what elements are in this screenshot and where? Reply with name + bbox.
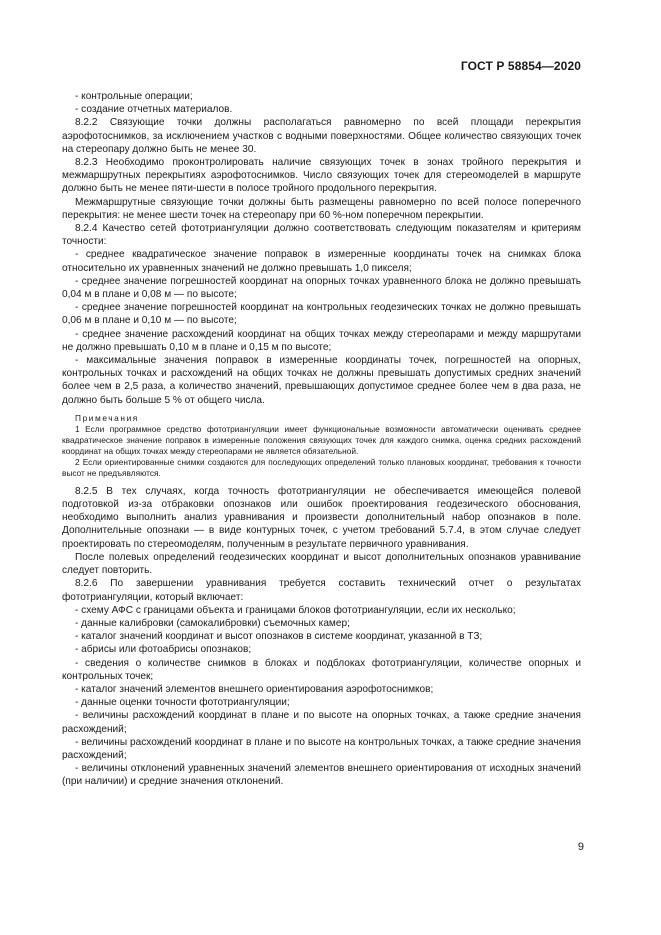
list-item: - максимальные значения поправок в измеренные координаты точек, погрешностей на опорных, контрольных точках и расхождений на общих точках не должны превышать допустимых средних значений более чем в 2,5 раза, а количество значений, превышающих допустимое среднее более чем в два раза, не должно быть больше 5 % от общего числа. [62,355,581,406]
list-item: - среднее значение расхождений координат на общих точках между стереопарами и между маршрутами не должно превышать 0,10 м в плане и 0,15 м по высоте; [62,328,581,353]
list-item: - каталог значений координат и высот опознаков в системе координат, указанной в ТЗ; [75,631,483,643]
standard-header: ГОСТ Р 58854—2020 [460,59,581,73]
list-item: - среднее значение погрешностей координат на опорных точках уравненного блока не должно превышать 0,04 м в плане и 0,08 м — по высоте; [62,275,581,301]
page-number: 9 [577,841,584,853]
list-item: - величины отклонений уравненных значений элементов внешнего ориентирования от исходных значений (при наличии) и средние значения отклонений. [62,763,581,788]
list-item: - данные калибровки (самокалибровки) съемочных камер; [75,617,350,629]
list-item: - схему АФС с границами объекта и границами блоков фототриангуляции, если их несколько; [75,604,516,616]
paragraph-8-2-3: 8.2.3 Необходимо проконтролировать наличие связующих точек в зонах тройного перекрытия и межмаршрутных перекрытиях аэрофотоснимков. Число связующих точек для стереомоделей в маршруте должно быть не менее пяти-шести в полосе тройного продольного перекрытия. [62,157,581,195]
notes-title: Примечания [75,412,139,423]
paragraph-8-2-6: 8.2.6 По завершении уравнивания требуется составить технический отчет о результатах фототриангуляции, который включает: [62,578,581,603]
list-item: - величины расхождений координат в плане и по высоте на опорных точках, а также средние значения расхождений; [62,710,581,735]
section-bottom [62,485,581,789]
notes-block [62,413,581,479]
paragraph: Межмаршрутные связующие точки должны быть размещены равномерно по всей полосе поперечного перекрытия: не менее шести точек на стереопару при 60 %-ном поперечном перекрытии. [62,196,581,221]
list-item: - контрольные операции; [75,91,193,102]
document-body [62,90,581,789]
paragraph-8-2-2: 8.2.2 Связующие точки должны располагаться равномерно по всей площади перекрытия аэрофотоснимков, за исключением участков с водными поверхностями. Общее количество связующих точек на стереопару должно быть не менее 30. [62,117,581,155]
list-item: - абрисы или фотоабрисы опознаков; [75,644,252,656]
list-item: - величины расхождений координат в плане и по высоте на контрольных точках, а также средние значения расхождений; [62,736,581,761]
note-item: 2 Если ориентированные снимки создаются для последующих определений только плановых координат, требования к точности высот не предъявляются. [62,456,581,478]
paragraph-8-2-5: 8.2.5 В тех случаях, когда точность фототриангуляции не обеспечивается имеющейся полевой подготовкой из-за отбраковки опознаков или ошибок проектирования геодезического обоснования, необходимо выполнить анализ уравнивания и произвести дополнительный набор опознаков в поле. Дополнительные опознаки — в виде контурных точек, с учетом требований 5.7.4, в этом случае следует проектировать по стереомоделям, полученным в результате первичного уравнивания. [62,485,581,550]
list-item: - среднее значение погрешностей координат на контрольных геодезических точках не должно превышать 0,06 м в плане и 0,10 м — по высоте; [62,302,581,327]
note-item: 1 Если программное средство фототриангуляции имеет функциональные возможности автоматически оценивать среднее квадратическое значение поправок в измеренные положения связующих точек для каждого снимка, оценка средних расхождений координат на общих точках между стереопарами не является обязательной. [62,423,581,456]
paragraph: После полевых определений геодезических координат и высот дополнительных опознаков уравнивание следует повторить. [62,551,581,577]
list-item: - создание отчетных материалов. [75,104,233,116]
list-item: - среднее квадратическое значение поправок в измеренные координаты точек на снимках блока относительно их уравненных значений не должно превышать 1,0 пикселя; [62,249,581,274]
paragraph-8-2-4: 8.2.4 Качество сетей фототриангуляции должно соответствовать следующим показателям и критериям точности: [62,223,581,248]
section-top [62,90,581,407]
list-item: - сведения о количестве снимков в блоках и подблоках фототриангуляции, количестве опорных и контрольных точек; [62,657,581,682]
list-item: - каталог значений элементов внешнего ориентирования аэрофотоснимков; [75,683,434,695]
list-item: - данные оценки точности фототриангуляции; [75,697,290,709]
